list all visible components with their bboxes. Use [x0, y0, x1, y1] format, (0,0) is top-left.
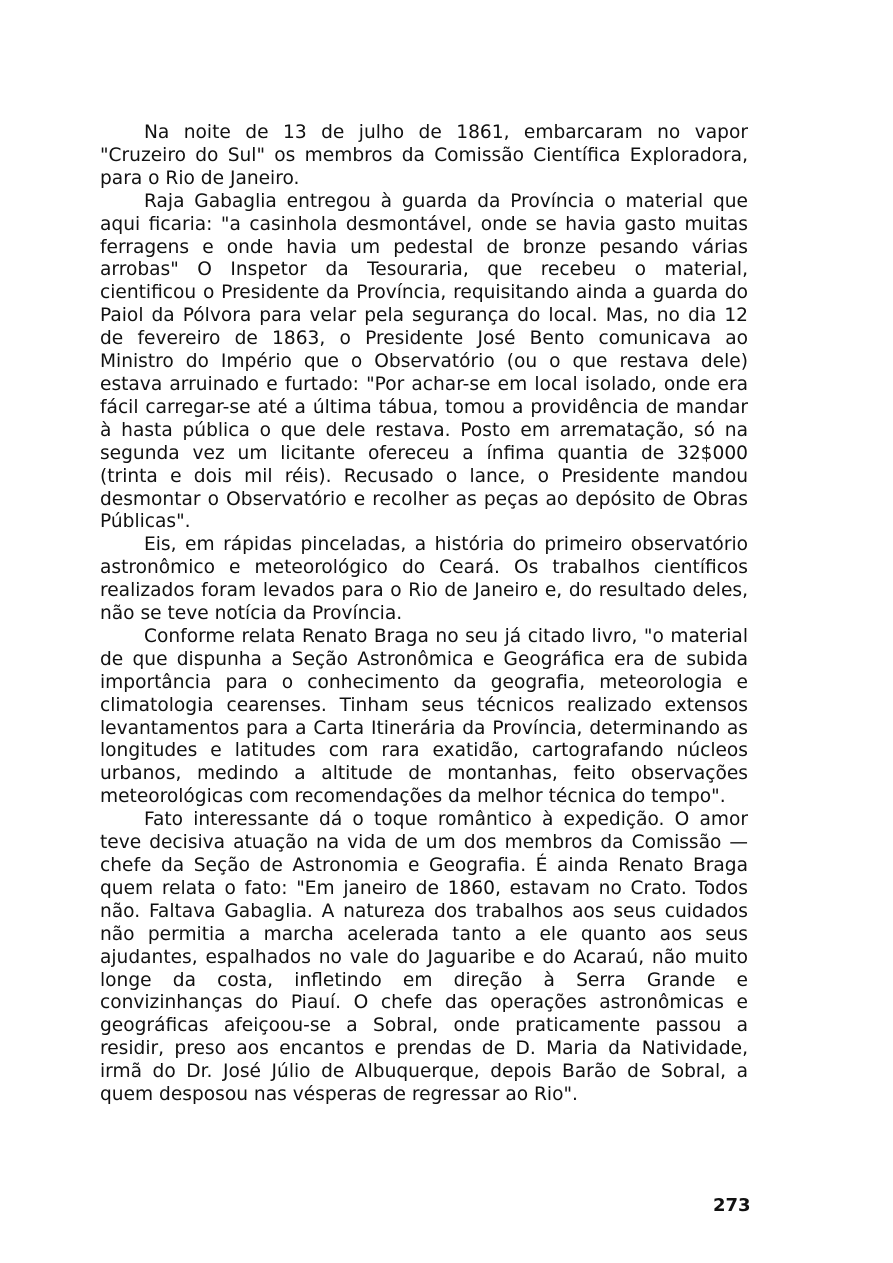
paragraph-departure: Na noite de 13 de julho de 1861, embarcaram no vapor "Cruzeiro do Sul" os membros da Comissão Científica Exploradora, para o Rio de Janeiro.: [100, 122, 748, 189]
paragraph-renato-braga-quote: Conforme relata Renato Braga no seu já citado livro, "o material de que dispunha a Seção Astronômica e Geográfica era de subida importância para o conhecimento da geografia, meteorologia e climatologia cearenses. Tinham seus técnicos realizado extensos levantamentos para a Carta Itinerária da Província, determinando as longitudes e latitudes com rara exatidão, cartografando núcleos urbanos, medindo a altitude de montanhas, feito observações meteorológicas com recomendações da melhor técnica do tempo".: [100, 625, 748, 808]
paragraph-observatory-fate: Raja Gabaglia entregou à guarda da Província o material que aqui ficaria: "a casinhola desmontável, onde se havia gasto muitas ferragens e onde havia um pedestal de bronze pesando várias arrobas" O Inspetor da Tesouraria, que recebeu o material, cientificou o Presidente da Província, requisitando ainda a guarda do Paiol da Pólvora para velar pela segurança do local. Mas, no dia 12 de fevereiro de 1863, o Presidente José Bento comunicava ao Ministro do Império que o Observatório (ou o que restava dele) estava arruinado e furtado: "Por achar-se em local isolado, onde era fácil carregar-se até a última tábua, tomou a providência de mandar à hasta pública o que dele restava. Posto em arrematação, só na segunda vez um licitante ofereceu a ínfima quantia de 32$000 (trinta e dois mil réis). Recusado o lance, o Presidente mandou desmontar o Observatório e recolher as peças ao depósito de Obras Públicas".: [100, 190, 748, 533]
page-number: 273: [713, 1195, 751, 1216]
body-text: [100, 122, 748, 1107]
paragraph-romance: Fato interessante dá o toque romântico à expedição. O amor teve decisiva atuação na vida de um dos membros da Comissão — chefe da Seção de Astronomia e Geografia. É ainda Renato Braga quem relata o fato: "Em janeiro de 1860, estavam no Crato. Todos não. Faltava Gabaglia. A natureza dos trabalhos aos seus cuidados não permitia a marcha acelerada tanto a ele quanto aos seus ajudantes, espalhados no vale do Jaguaribe e do Acaraú, não muito longe da costa, infletindo em direção à Serra Grande e convizinhanças do Piauí. O chefe das operações astronômicas e geográficas afeiçoou-se a Sobral, onde praticamente passou a residir, preso aos encantos e prendas de D. Maria da Natividade, irmã do Dr. José Júlio de Albuquerque, depois Barão de Sobral, a quem desposou nas vésperas de regressar ao Rio".: [100, 809, 748, 1106]
paragraph-summary: Eis, em rápidas pinceladas, a história do primeiro observatório astronômico e meteorológico do Ceará. Os trabalhos científicos realizados foram levados para o Rio de Janeiro e, do resultado deles, não se teve notícia da Província.: [100, 534, 748, 625]
